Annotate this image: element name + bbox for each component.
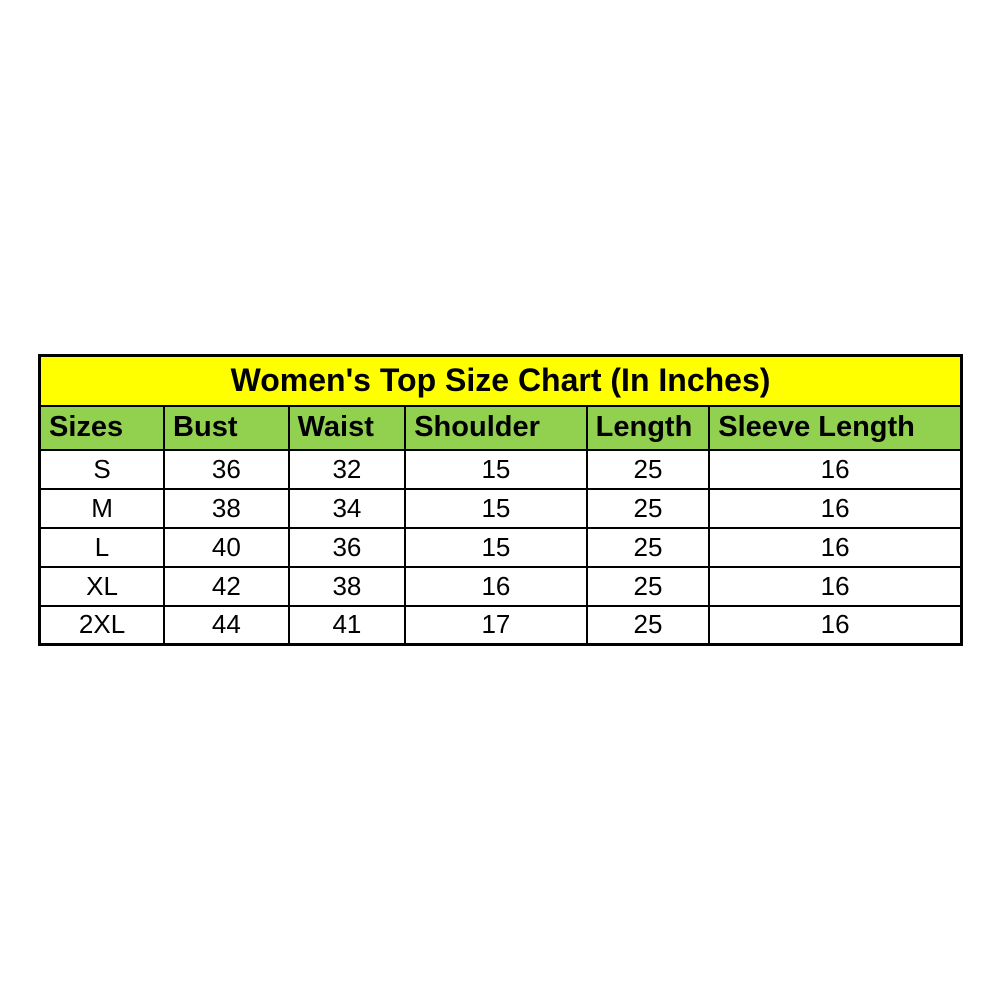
- measurement-cell: 34: [289, 489, 406, 528]
- measurement-cell: 32: [289, 450, 406, 489]
- table-row: [40, 528, 962, 567]
- header-row: [40, 406, 962, 450]
- measurement-cell: 25: [587, 567, 710, 606]
- measurement-cell: 38: [289, 567, 406, 606]
- table-body: [40, 450, 962, 645]
- size-label-cell: M: [40, 489, 165, 528]
- column-header-sizes: Sizes: [40, 406, 165, 450]
- measurement-cell: 25: [587, 450, 710, 489]
- measurement-cell: 15: [405, 489, 586, 528]
- measurement-cell: 16: [709, 528, 961, 567]
- size-label-cell: XL: [40, 567, 165, 606]
- column-header-length: Length: [587, 406, 710, 450]
- measurement-cell: 25: [587, 606, 710, 645]
- measurement-cell: 17: [405, 606, 586, 645]
- table-row: [40, 567, 962, 606]
- measurement-cell: 36: [289, 528, 406, 567]
- measurement-cell: 42: [164, 567, 289, 606]
- size-label-cell: L: [40, 528, 165, 567]
- column-header-sleeve-length: Sleeve Length: [709, 406, 961, 450]
- table-row: [40, 489, 962, 528]
- measurement-cell: 16: [709, 606, 961, 645]
- measurement-cell: 36: [164, 450, 289, 489]
- column-header-waist: Waist: [289, 406, 406, 450]
- measurement-cell: 38: [164, 489, 289, 528]
- size-label-cell: 2XL: [40, 606, 165, 645]
- measurement-cell: 16: [405, 567, 586, 606]
- title-row: [40, 356, 962, 406]
- table-row: [40, 450, 962, 489]
- size-label-cell: S: [40, 450, 165, 489]
- measurement-cell: 44: [164, 606, 289, 645]
- measurement-cell: 25: [587, 489, 710, 528]
- measurement-cell: 40: [164, 528, 289, 567]
- measurement-cell: 16: [709, 567, 961, 606]
- measurement-cell: 16: [709, 450, 961, 489]
- measurement-cell: 15: [405, 450, 586, 489]
- table-title: Women's Top Size Chart (In Inches): [40, 356, 962, 406]
- measurement-cell: 15: [405, 528, 586, 567]
- measurement-cell: 25: [587, 528, 710, 567]
- measurement-cell: 41: [289, 606, 406, 645]
- column-header-bust: Bust: [164, 406, 289, 450]
- measurement-cell: 16: [709, 489, 961, 528]
- column-header-shoulder: Shoulder: [405, 406, 586, 450]
- size-chart-table: [38, 354, 963, 646]
- table-row: [40, 606, 962, 645]
